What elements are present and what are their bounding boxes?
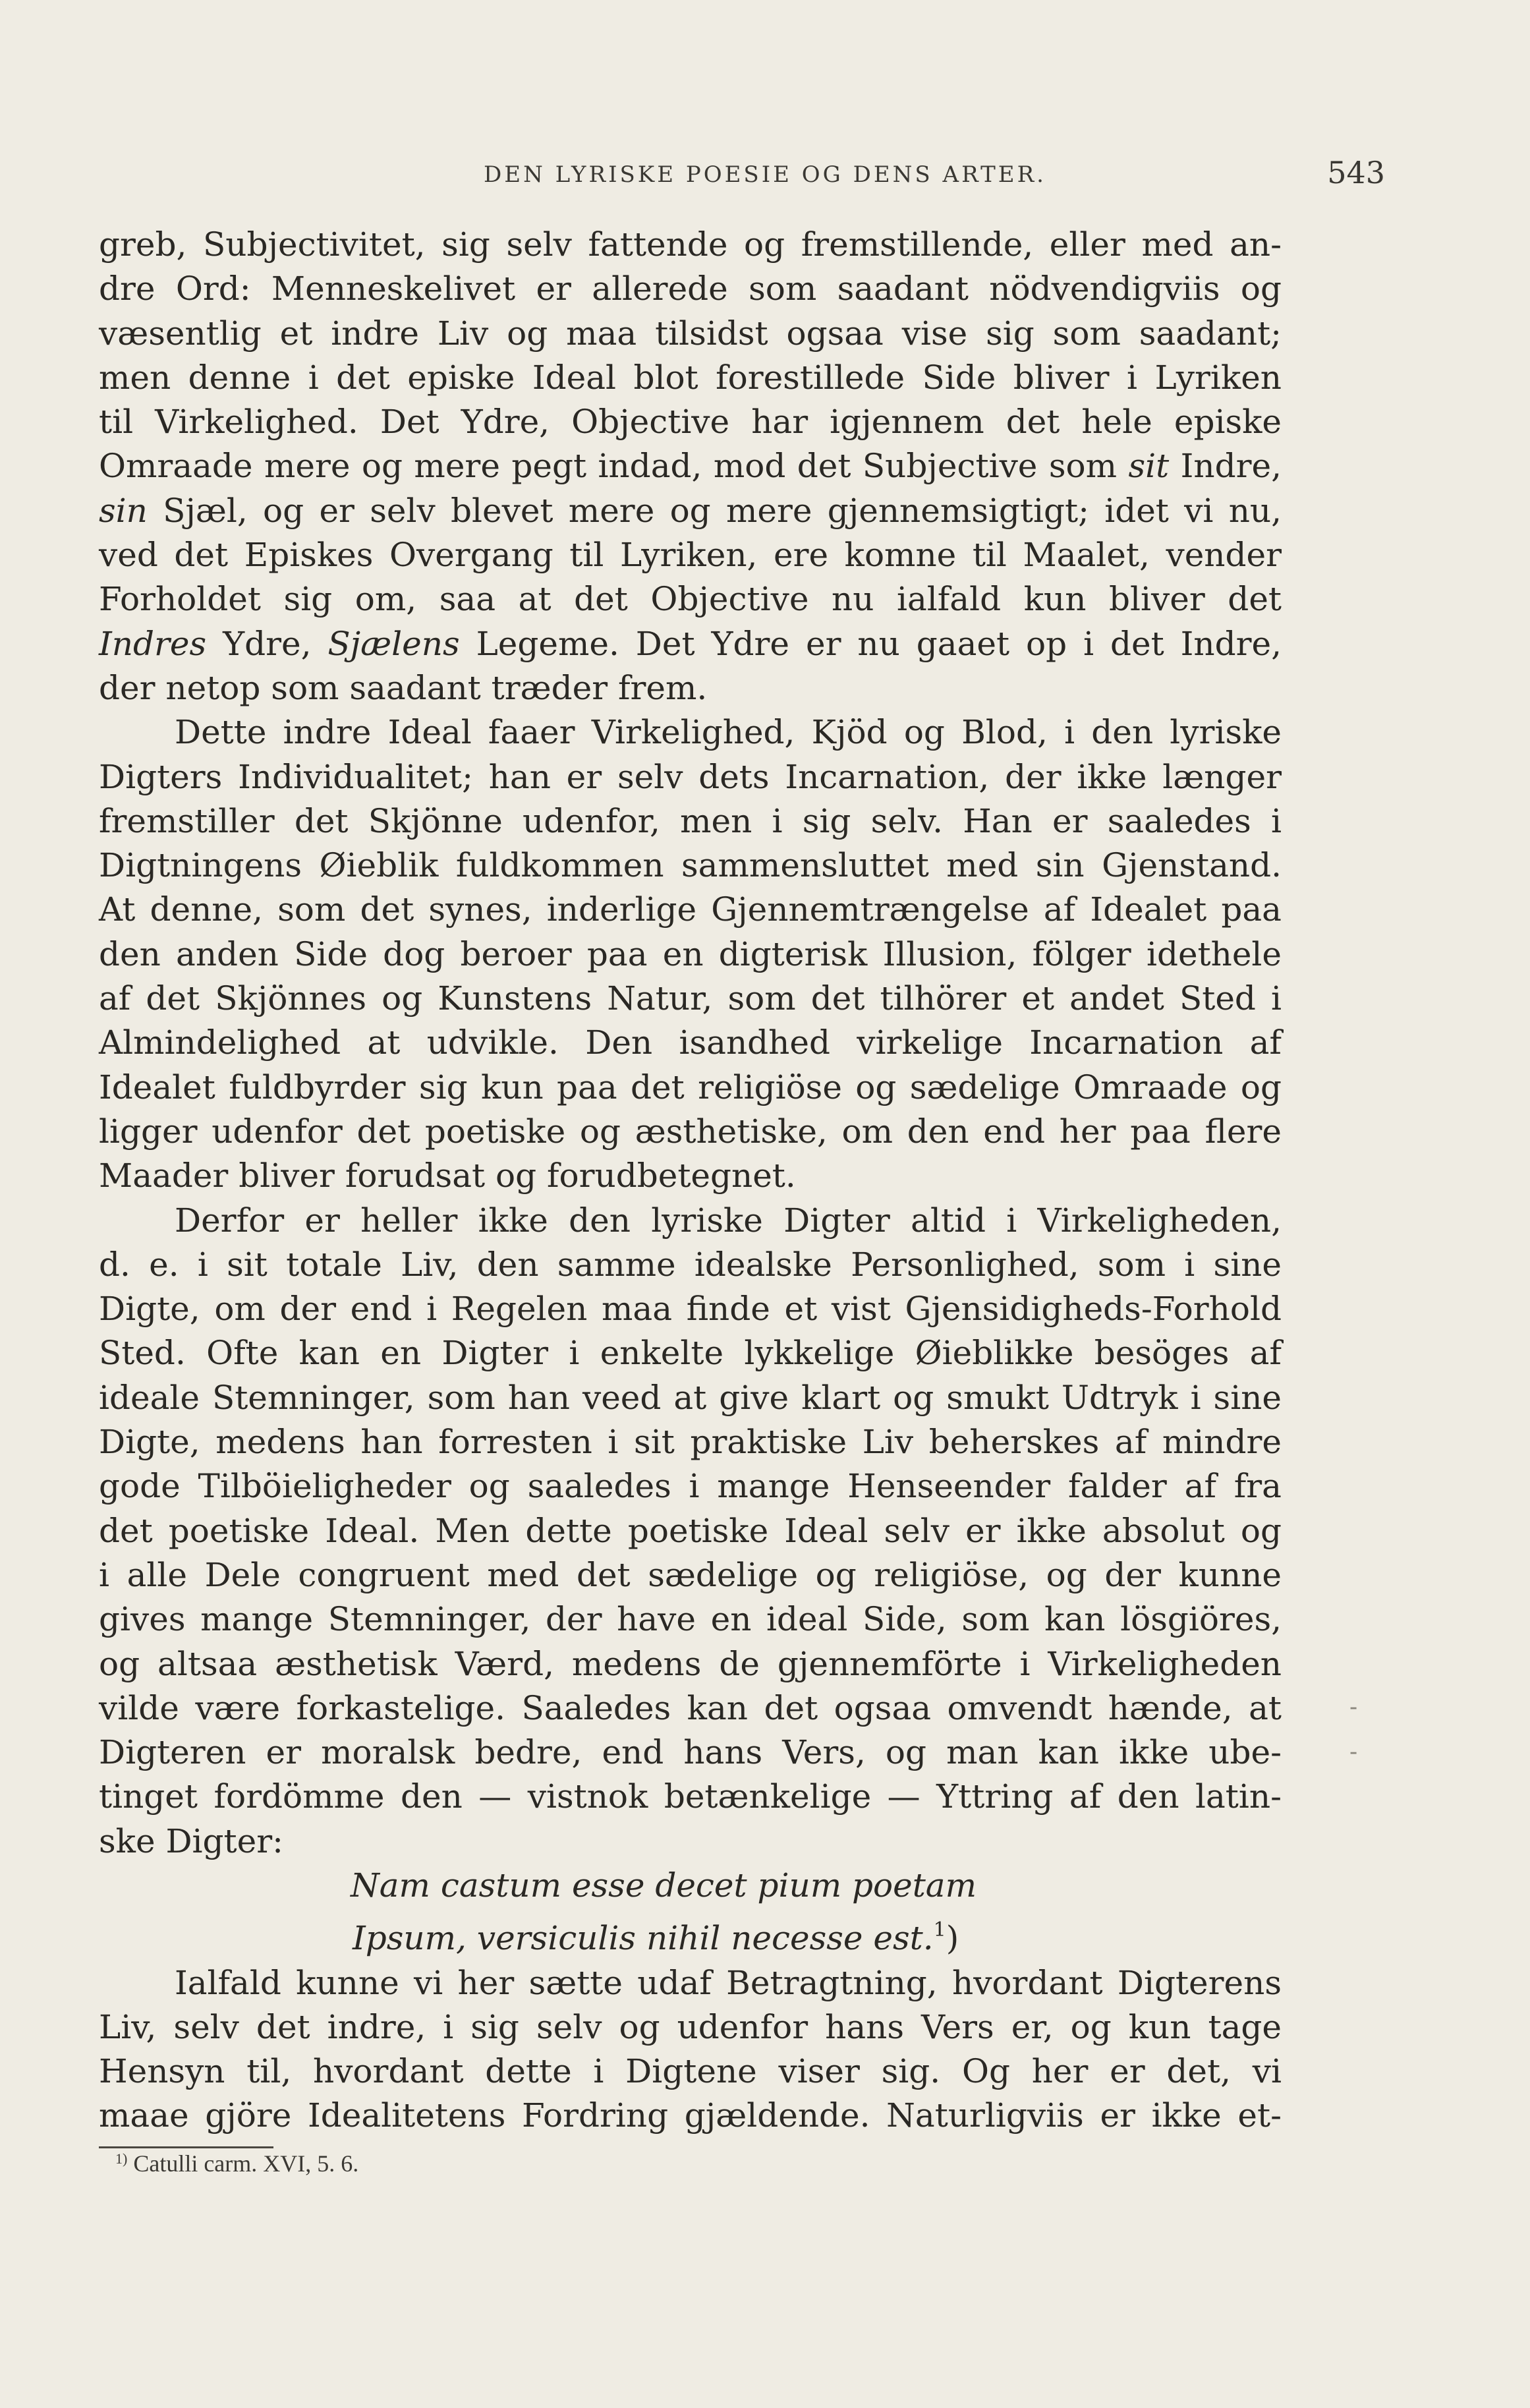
text-line: vilde være forkastelige. Saaledes kan det ogsaa omvendt hænde, at <box>99 1688 1282 1727</box>
text-line: Idealet fuldbyrder sig kun paa det religiöse og sædelige Omraade og <box>99 1068 1282 1106</box>
body-text <box>99 223 1282 2138</box>
margin-mark: - <box>1349 1694 1358 1721</box>
running-title: DEN LYRISKE POESIE OG DENS ARTER. <box>484 161 1046 188</box>
text-line: ligger udenfor det poetiske og æsthetiske, om den end her paa flere <box>99 1112 1282 1151</box>
text-line: Sted. Ofte kan en Digter i enkelte lykkelige Øieblikke besöges af <box>99 1334 1282 1373</box>
text-line: Digtningens Øieblik fuldkommen sammensluttet med sin Gjenstand. <box>99 846 1282 885</box>
text-segment: Legeme. Det Ydre er nu gaaet op i det Indre, <box>459 624 1282 663</box>
text-line: greb, Subjectivitet, sig selv fattende og fremstillende, eller med an- <box>99 225 1282 264</box>
text-line: i alle Dele congruent med det sædelige og religiöse, og der kunne <box>99 1555 1282 1594</box>
text-line: men denne i det episke Ideal blot forestillede Side bliver i Lyriken <box>99 358 1282 397</box>
text-line: ske Digter: <box>99 1821 283 1860</box>
footnote-divider <box>99 2146 273 2148</box>
text-line: den anden Side dog beroer paa en digterisk Illusion, fölger idethele <box>99 934 1282 973</box>
text-line <box>99 622 1282 666</box>
text-line: Liv, selv det indre, i sig selv og udenfor hans Vers er, og kun tage <box>99 2007 1282 2046</box>
page-header <box>99 155 1431 201</box>
text-line: tinget fordömme den — vistnok betænkelige — Yttring af den latin- <box>99 1777 1282 1816</box>
text-segment: Sjæl, og er selv blevet mere og mere gjennemsigtigt; idet vi nu, <box>147 491 1282 530</box>
verse-text: Ipsum, versiculis nihil necesse est. <box>353 1919 934 1958</box>
text-line: Digters Individualitet; han er selv dets Incarnation, der ikke længer <box>99 757 1282 796</box>
text-line: ideale Stemninger, som han veed at give klart og smukt Udtryk i sine <box>99 1378 1282 1417</box>
italic-word: sin <box>99 491 148 530</box>
margin-mark: - <box>1349 1738 1358 1765</box>
italic-word: Sjælens <box>327 624 460 663</box>
text-line: gode Tilböieligheder og saaledes i mange Henseender falder af fra <box>99 1467 1282 1506</box>
verse-line <box>99 1908 1282 1961</box>
footnote-close-paren: ) <box>946 1919 959 1958</box>
text-line: der netop som saadant træder frem. <box>99 668 708 707</box>
text-line: ved det Episkes Overgang til Lyriken, ere komne til Maalet, vender <box>99 536 1282 575</box>
verse-line: Nam castum esse decet pium poetam <box>351 1866 977 1905</box>
text-line: væsentlig et indre Liv og maa tilsidst ogsaa vise sig som saadant; <box>99 314 1282 353</box>
page-number: 543 <box>1327 155 1385 190</box>
footnote-reference: 1 <box>933 1918 946 1942</box>
text-line: Dette indre Ideal faaer Virkelighed, Kjöd og Blod, i den lyriske <box>175 713 1282 752</box>
text-segment: Indre, <box>1169 447 1282 486</box>
text-line: d. e. i sit totale Liv, den samme idealske Personlighed, som i sine <box>99 1245 1282 1284</box>
text-line: Almindelighed at udvikle. Den isandhed virkelige Incarnation af <box>99 1023 1282 1062</box>
italic-word: sit <box>1128 447 1170 486</box>
text-line: Hensyn til, hvordant dette i Digtene viser sig. Og her er det, vi <box>99 2052 1282 2091</box>
text-line: dre Ord: Menneskelivet er allerede som saadant nödvendigviis og <box>99 270 1282 308</box>
text-line <box>99 489 1282 533</box>
text-line: Derfor er heller ikke den lyriske Digter altid i Virkeligheden, <box>175 1201 1282 1240</box>
footnote-text: Catulli carm. XVI, 5. 6. <box>133 2150 359 2177</box>
text-segment: Ydre, <box>206 624 328 663</box>
text-line: til Virkelighed. Det Ydre, Objective har igjennem det hele episke <box>99 403 1282 442</box>
text-line: det poetiske Ideal. Men dette poetiske Ideal selv er ikke absolut og <box>99 1511 1282 1550</box>
text-segment: Omraade mere og mere pegt indad, mod det Subjective som <box>99 447 1129 486</box>
text-line <box>99 444 1282 488</box>
text-line: Digteren er moralsk bedre, end hans Vers, og man kan ikke ube- <box>99 1733 1282 1772</box>
text-line: gives mange Stemninger, der have en ideal Side, som kan lösgiöres, <box>99 1600 1282 1639</box>
italic-word: Indres <box>99 624 207 663</box>
text-line: Ialfald kunne vi her sætte udaf Betragtning, hvordant Digterens <box>175 1963 1282 2002</box>
text-line: Maader bliver forudsat og forudbetegnet. <box>99 1157 796 1195</box>
text-line: Digte, medens han forresten i sit praktiske Liv beherskes af mindre <box>99 1423 1282 1462</box>
text-line: af det Skjönnes og Kunstens Natur, som det tilhörer et andet Sted i <box>99 979 1282 1018</box>
text-line: fremstiller det Skjönne udenfor, men i sig selv. Han er saaledes i <box>99 801 1282 840</box>
text-line: Forholdet sig om, saa at det Objective nu ialfald kun bliver det <box>99 580 1282 619</box>
text-line: At denne, som det synes, inderlige Gjennemtrængelse af Idealet paa <box>99 890 1282 929</box>
text-line: og altsaa æsthetisk Værd, medens de gjennemförte i Virkeligheden <box>99 1644 1282 1683</box>
footnote <box>115 2150 358 2177</box>
text-line: maae gjöre Idealitetens Fordring gjældende. Naturligviis er ikke et- <box>99 2096 1282 2135</box>
footnote-marker: 1) <box>115 2150 128 2167</box>
text-line: Digte, om der end i Regelen maa finde et vist Gjensidigheds-Forhold <box>99 1290 1282 1329</box>
